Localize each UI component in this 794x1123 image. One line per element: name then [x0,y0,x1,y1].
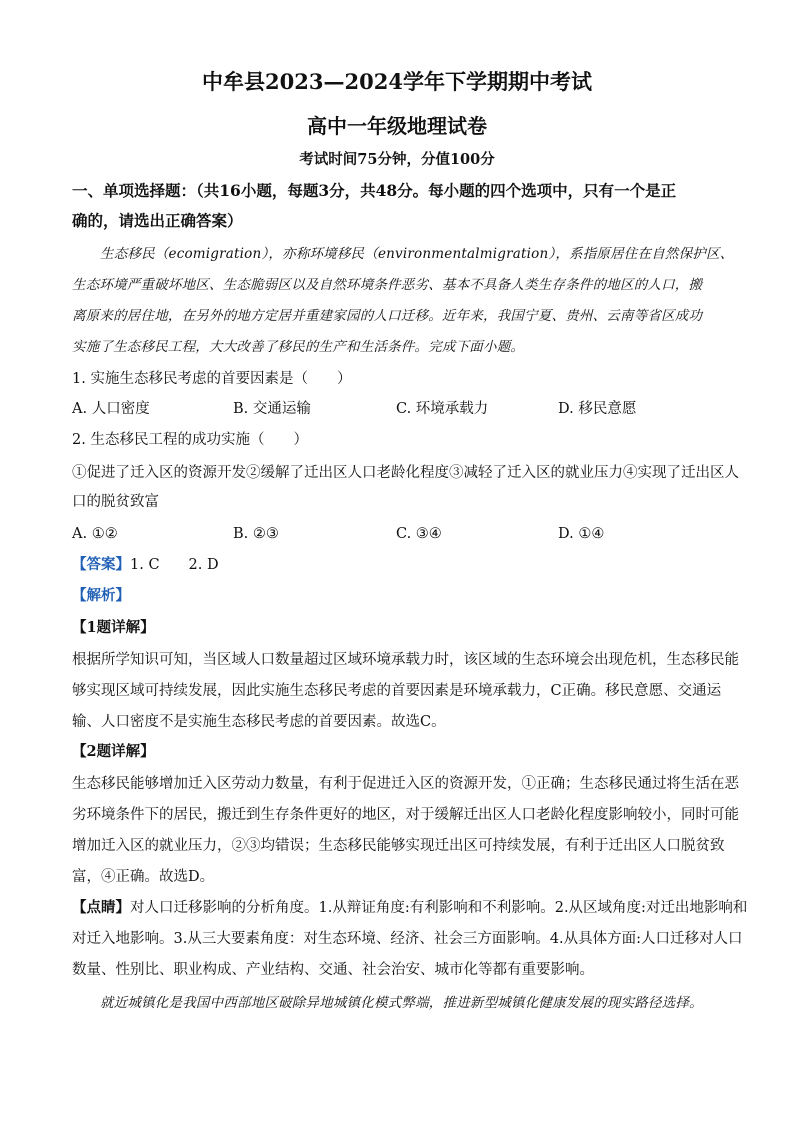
passage-line: 实施了生态移民工程，大大改善了移民的生产和生活条件。完成下面小题。 [72,339,525,355]
next-passage-line: 就近城镇化是我国中西部地区破除异地城镇化模式弊端，推进新型城镇化健康发展的现实路径选择。 [100,995,703,1011]
passage-line: 生态移民（ecomigration），亦称环境移民（environmentalmigration），系指原居住在自然保护区、 [100,246,734,262]
answer-row [72,555,722,575]
analysis-label: 【解析】 [72,587,130,604]
tip-line: 对迁入地影响。3.从三大要素角度：对生态环境、经济、社会三方面影响。4.从具体方面:人口迁移对人口 [72,931,743,947]
answer-text: 1. C 2. D [130,557,219,573]
question-1-option-d: D. 移民意愿 [558,401,637,417]
exam-info: 考试时间75分钟，分值100分 [299,151,495,168]
detail-1-line: 根据所学知识可知，当区域人口数量超过区域环境承载力时，该区域的生态环境会出现危机，生态移民能 [72,652,739,668]
section-heading-line1: 一、单项选择题：（共16小题，每题3分，共48分。每小题的四个选项中，只有一个是正 [72,181,677,200]
detail-2-line: 生态移民能够增加迁入区劳动力数量，有利于促进迁入区的资源开发，①正确；生态移民通过将生活在恶 [72,776,739,792]
passage-line: 离原来的居住地，在另外的地方定居并重建家园的人口迁移。近年来，我国宁夏、贵州、云南等省区成功 [72,308,703,324]
question-2-statements: 口的脱贫致富 [72,494,159,510]
question-2-option-d: D. ①④ [558,526,605,542]
exam-title: 中牟县2023—2024学年下学期期中考试 [202,69,592,94]
detail-1-line: 输、人口密度不是实施生态移民考虑的首要因素。故选C。 [72,714,446,730]
detail-2-label: 【2题详解】 [72,743,155,760]
detail-2-line: 劣环境条件下的居民，搬迁到生存条件更好的地区，对于缓解迁出区人口老龄化程度影响较小，同时可能 [72,807,739,823]
question-2-stem: 2. 生态移民工程的成功实施（ ） [72,432,308,448]
question-1-stem: 1. 实施生态移民考虑的首要因素是（ ） [72,371,352,387]
detail-1-label: 【1题详解】 [72,619,155,636]
tip-line: 数量、性别比、职业构成、产业结构、交通、社会治安、城市化等都有重要影响。 [72,962,594,978]
question-2-option-b: B. ②③ [233,526,279,542]
question-1-option-a: A. 人口密度 [72,401,150,417]
detail-2-line: 增加迁入区的就业压力，②③均错误；生态移民能够实现迁出区可持续发展，有利于迁出区人口脱贫致 [72,838,725,854]
tip-label: 【点睛】 [72,899,130,916]
detail-2-line: 富，④正确。故选D。 [72,869,215,885]
question-2-statements: ①促进了迁入区的资源开发②缓解了迁出区人口老龄化程度③减轻了迁入区的就业压力④实现了迁出区人 [72,465,739,481]
question-1-option-b: B. 交通运输 [233,401,311,417]
section-heading-line2: 确的，请选出正确答案） [72,211,243,230]
tip-text: 对人口迁移影响的分析角度。1.从辩证角度:有利影响和不利影响。2.从区域角度:对迁出地影响和 [130,900,748,916]
question-1-option-c: C. 环境承载力 [396,401,489,417]
exam-subtitle: 高中一年级地理试卷 [307,114,487,138]
question-2-option-a: A. ①② [72,526,118,542]
passage-line: 生态环境严重破坏地区、生态脆弱区以及自然环境条件恶劣、基本不具备人类生存条件的地区的人口，搬 [72,277,703,293]
tip-line-1 [72,898,748,918]
question-2-option-c: C. ③④ [396,526,442,542]
detail-1-line: 够实现区域可持续发展，因此实施生态移民考虑的首要因素是环境承载力，C正确。移民意愿、交通运 [72,683,722,699]
answer-label: 【答案】 [72,556,130,573]
